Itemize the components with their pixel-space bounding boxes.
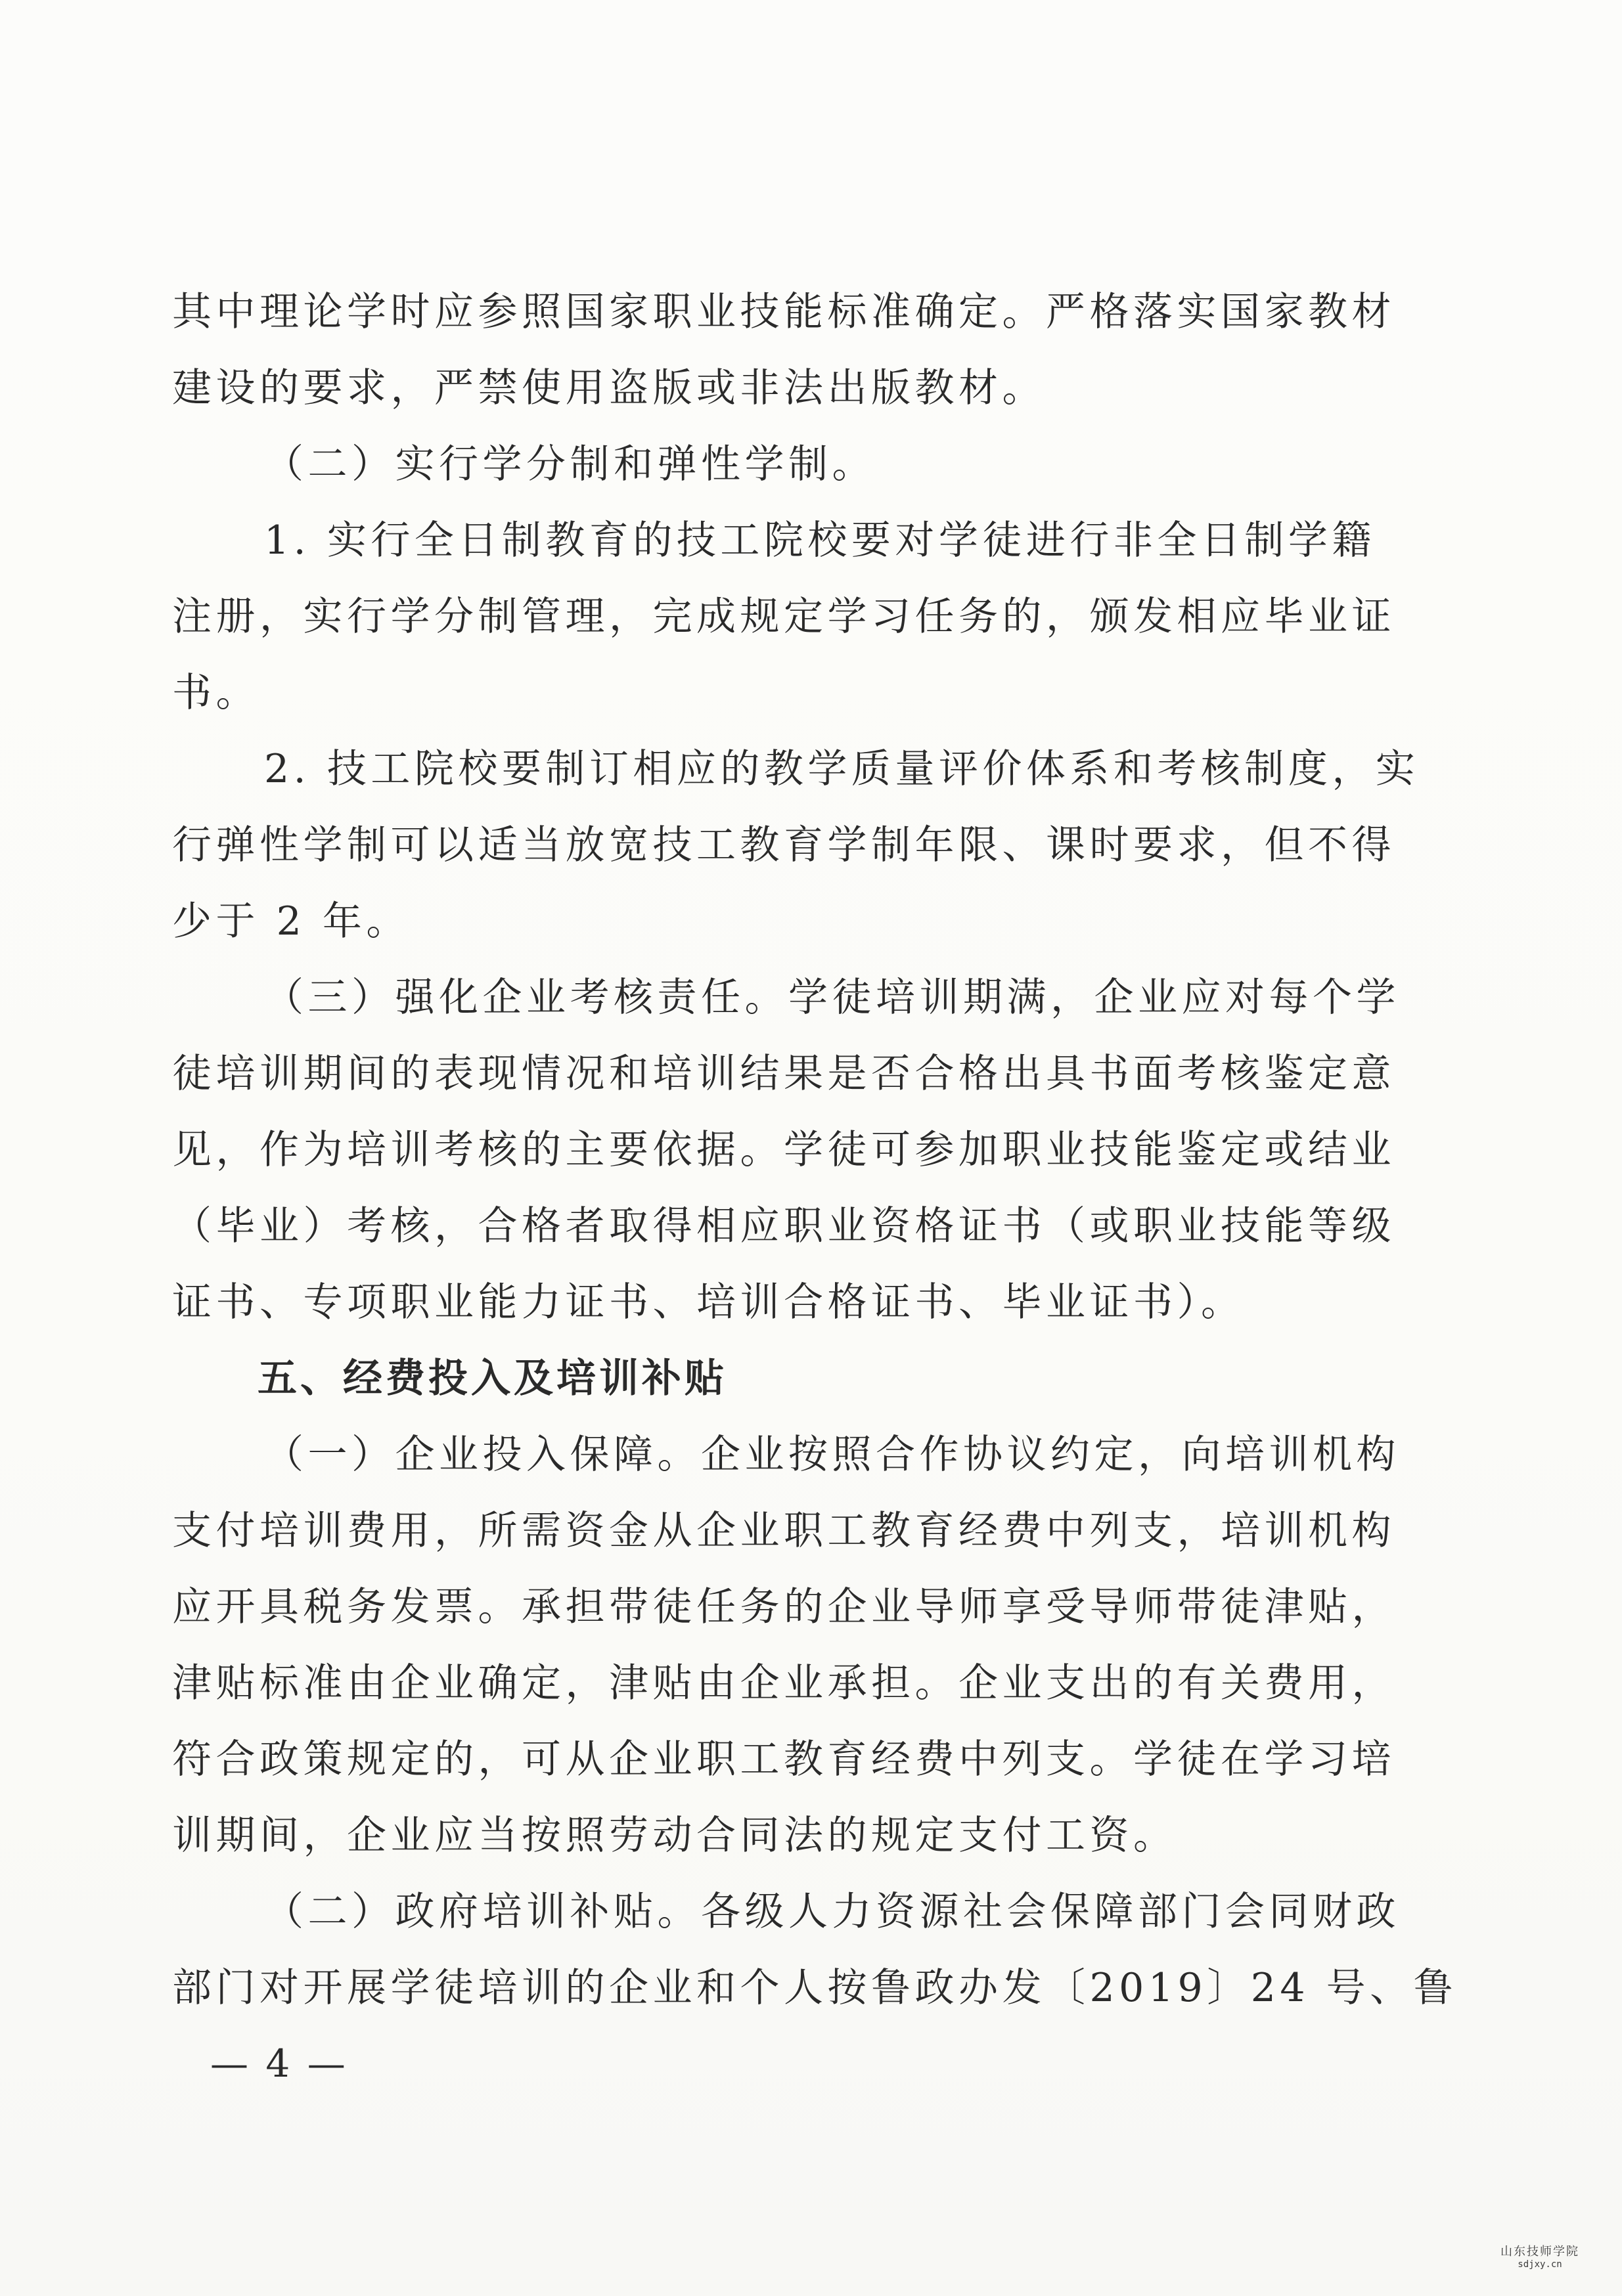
watermark-logo (1484, 2242, 1596, 2270)
body-line: 建设的要求，严禁使用盗版或非法出版教材。 (172, 365, 1046, 411)
body-line: 书。 (172, 670, 259, 716)
body-line: 其中理论学时应参照国家职业技能标准确定。严格落实国家教材 (172, 289, 1395, 335)
body-line: 训期间，企业应当按照劳动合同法的规定支付工资。 (172, 1813, 1177, 1859)
section-heading: （二）实行学分制和弹性学制。 (264, 441, 876, 487)
body-line: 1. 实行全日制教育的技工院校要对学徒进行非全日制学籍 (264, 518, 1376, 563)
body-line: 见，作为培训考核的主要依据。学徒可参加职业技能鉴定或结业 (172, 1127, 1395, 1173)
body-line: 注册，实行学分制管理，完成规定学习任务的，颁发相应毕业证 (172, 594, 1395, 640)
body-line: （毕业）考核，合格者取得相应职业资格证书（或职业技能等级 (172, 1203, 1395, 1249)
body-line: 2. 技工院校要制订相应的教学质量评价体系和考核制度，实 (264, 746, 1420, 792)
body-line: （一）企业投入保障。企业按照合作协议约定，向培训机构 (264, 1432, 1400, 1478)
body-line: 少于 2 年。 (172, 898, 410, 944)
body-line: 支付培训费用，所需资金从企业职工教育经费中列支，培训机构 (172, 1508, 1395, 1554)
body-line: 徒培训期间的表现情况和培训结果是否合格出具书面考核鉴定意 (172, 1051, 1395, 1097)
body-line: 行弹性学制可以适当放宽技工教育学制年限、课时要求，但不得 (172, 822, 1395, 868)
page-number: — 4 — (210, 2041, 348, 2086)
body-line: 证书、专项职业能力证书、培训合格证书、毕业证书）。 (172, 1279, 1245, 1325)
body-line: 应开具税务发票。承担带徒任务的企业导师享受导师带徒津贴， (172, 1584, 1395, 1630)
body-line: 津贴标准由企业确定，津贴由企业承担。企业支出的有关费用， (172, 1660, 1395, 1706)
body-line: 符合政策规定的，可从企业职工教育经费中列支。学徒在学习培 (172, 1736, 1395, 1782)
body-line: （三）强化企业考核责任。学徒培训期满，企业应对每个学 (264, 975, 1400, 1021)
body-line: （二）政府培训补贴。各级人力资源社会保障部门会同财政 (264, 1889, 1400, 1935)
watermark-url: sdjxy.cn (1518, 2259, 1562, 2270)
watermark-text: 山东技师学院 (1500, 2245, 1579, 2259)
chapter-heading: 五、经费投入及培训补贴 (258, 1356, 727, 1402)
body-line: 部门对开展学徒培训的企业和个人按鲁政办发〔2019〕24 号、鲁 (172, 1965, 1458, 2011)
